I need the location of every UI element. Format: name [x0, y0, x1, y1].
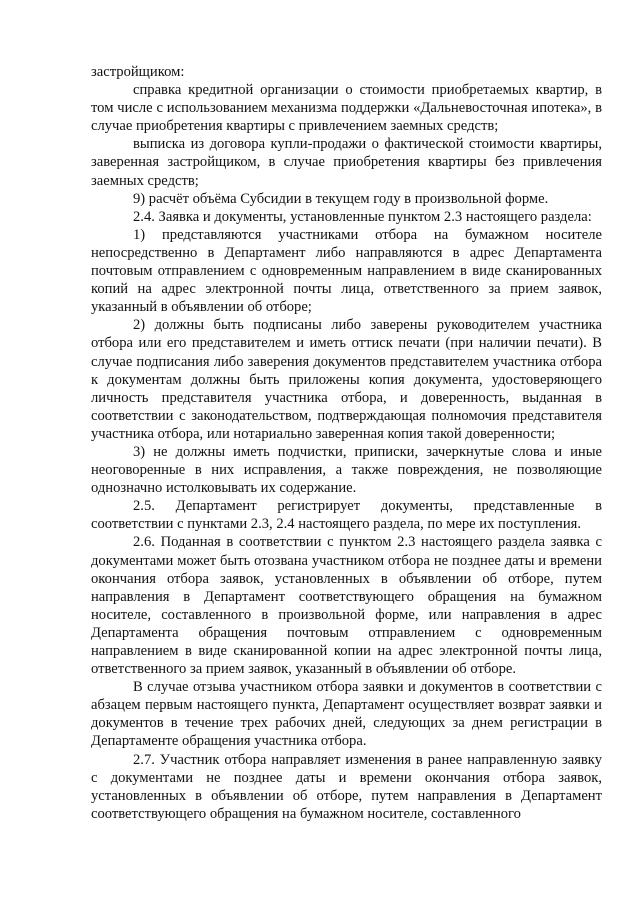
paragraph-2-4-2: 2) должны быть подписаны либо заверены руководителем участника отбора или его представителем и иметь оттиск печати (при наличии печати). В случае подписания либо заверения документов представителем участника отбора к документам должны быть приложены копия документа, удостоверяющего личность представителя участника отбора, и доверенность, выданная в соответствии с законодательством, подтверждающая полномочия представителя участника отбора, или нотариально заверенная копия такой доверенности;	[91, 317, 602, 442]
paragraph-2-6: 2.6. Поданная в соответствии с пунктом 2.3 настоящего раздела заявка с документами может быть отозвана участником отбора не позднее даты и времени окончания отбора заявок, установленных в объявлении об отборе, путем направления в Департамент соответствующего обращения на бумажном носителе, составленного в произвольной форме, или направления в адрес Департамента обращения почтовым отправлением с одновременным направлением в виде сканированной копии на адрес электронной почты лица, ответственного за прием заявок, указанный в объявлении об отборе.	[91, 534, 602, 678]
paragraph-continuation: застройщиком:	[91, 64, 185, 80]
paragraph-bank-certificate: справка кредитной организации о стоимости приобретаемых квартир, в том числе с использованием механизма поддержки «Дальневосточная ипотека», в случае приобретения квартиры с привлечением заемных средств;	[91, 82, 602, 135]
paragraph-2-7: 2.7. Участник отбора направляет изменения в ранее направленную заявку с документами не позднее даты и времени окончания отбора заявок, установленных в объявлении об отборе, путем направления в Департамент соответствующего обращения на бумажном носителе, составленного	[91, 751, 602, 822]
paragraph-item-9: 9) расчёт объёма Субсидии в текущем году в произвольной форме.	[133, 190, 549, 207]
paragraph-2-5: 2.5. Департамент регистрирует документы, представленные в соответствии с пунктами 2.3, 2.4 настоящего раздела, по мере их поступления.	[91, 498, 602, 533]
paragraph-2-6-withdrawal: В случае отзыва участником отбора заявки и документов в соответствии с абзацем первым настоящего пункта, Департамент осуществляет возврат заявки и документов в течение трех рабочих дней, следующих за днем регистрации в Департаменте обращения участника отбора.	[91, 679, 602, 750]
document-body	[91, 63, 602, 823]
paragraph-2-4-3: 3) не должны иметь подчистки, приписки, зачеркнутые слова и иные неоговоренные в них исправления, а также повреждения, не позволяющие однозначно истолковывать их содержание.	[91, 443, 602, 497]
paragraph-contract-extract: выписка из договора купли-продажи о фактической стоимости квартиры, заверенная застройщиком, в случае приобретения квартиры без привлечения заемных средств;	[91, 136, 602, 189]
paragraph-2-4: 2.4. Заявка и документы, установленные пунктом 2.3 настоящего раздела:	[133, 208, 592, 225]
paragraph-2-4-1: 1) представляются участниками отбора на бумажном носителе непосредственно в Департамент либо направляются в адрес Департамента почтовым отправлением с одновременным направлением в виде сканированных копий на адрес электронной почты лица, ответственного за прием заявок, указанный в объявлении об отборе;	[91, 226, 602, 316]
